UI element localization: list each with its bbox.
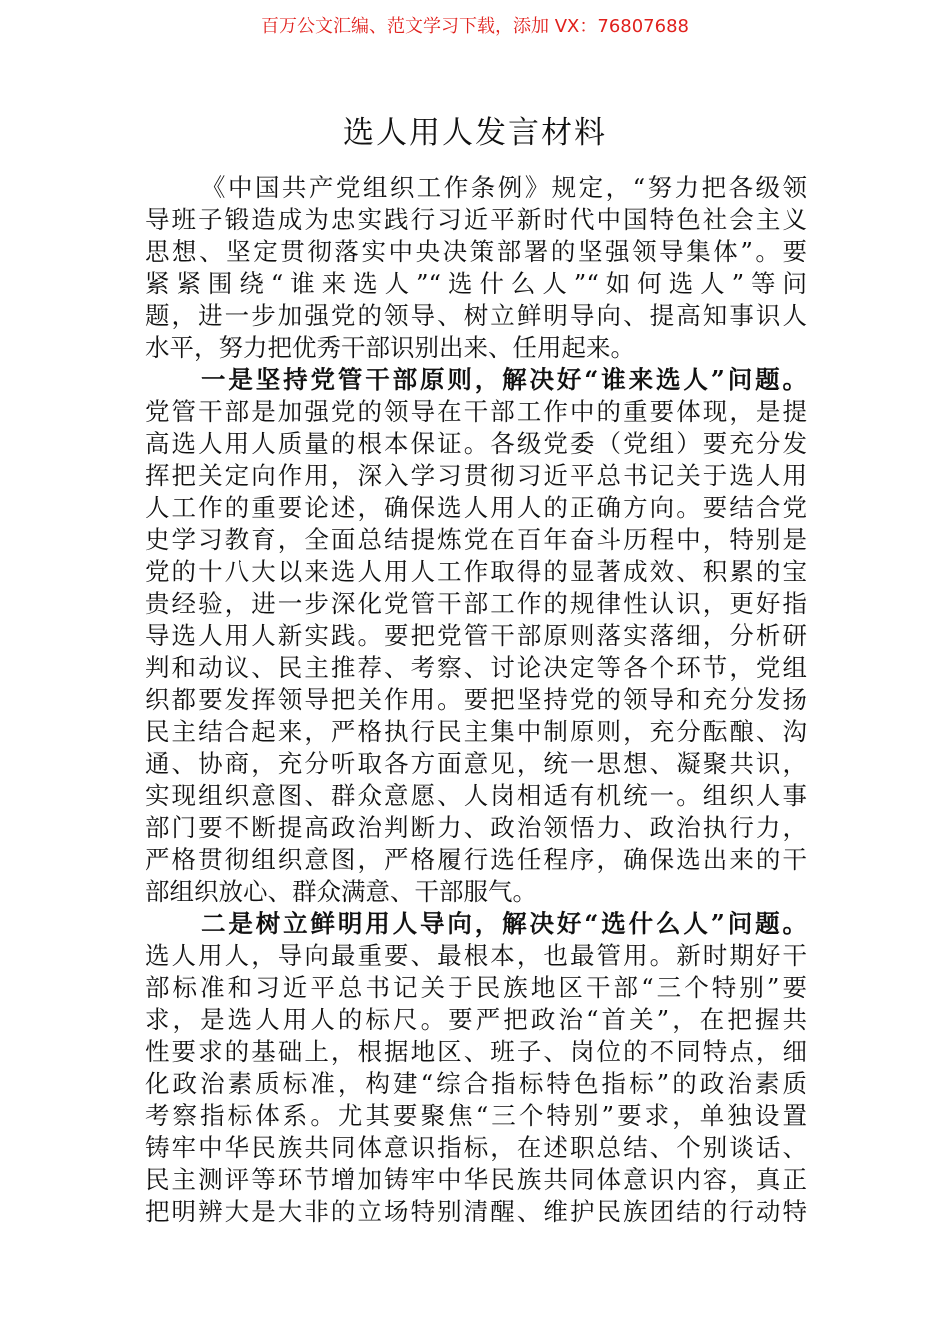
watermark-header: 百万公文汇编、范文学习下载，添加 VX：76807688 bbox=[261, 16, 689, 37]
text-line: 史学习教育，全面总结提炼党在百年奋斗历程中，特别是 bbox=[145, 525, 807, 554]
text-line: 判和动议、民主推荐、考察、讨论决定等各个环节，党组 bbox=[145, 653, 807, 682]
text-line: 党管干部是加强党的领导在干部工作中的重要体现，是提 bbox=[145, 397, 807, 426]
text-line: 导班子锻造成为忠实践行习近平新时代中国特色社会主义 bbox=[145, 205, 807, 234]
text-line: 挥把关定向作用，深入学习贯彻习近平总书记关于选人用 bbox=[145, 461, 807, 490]
text-line: 铸牢中华民族共同体意识指标，在述职总结、个别谈话、 bbox=[145, 1133, 807, 1162]
text-line: 紧紧围绕“谁来选人”“选什么人”“如何选人”等问 bbox=[145, 269, 807, 298]
document-body bbox=[145, 172, 807, 1228]
text-line: 《中国共产党组织工作条例》规定，“努力把各级领 bbox=[201, 173, 807, 202]
text-line: 导选人用人新实践。要把党管干部原则落实落细，分析研 bbox=[145, 621, 807, 650]
text-line: 化政治素质标准，构建“综合指标特色指标”的政治素质 bbox=[145, 1069, 807, 1098]
text-line: 贵经验，进一步深化党管干部工作的规律性认识，更好指 bbox=[145, 589, 807, 618]
text-line: 题，进一步加强党的领导、树立鲜明导向、提高知事识人 bbox=[145, 301, 807, 330]
text-line: 部标准和习近平总书记关于民族地区干部“三个特别”要 bbox=[145, 973, 807, 1002]
text-line: 人工作的重要论述，确保选人用人的正确方向。要结合党 bbox=[145, 493, 807, 522]
text-line: 织都要发挥领导把关作用。要把坚持党的领导和充分发扬 bbox=[145, 685, 807, 714]
section-heading-line: 二是树立鲜明用人导向，解决好“选什么人”问题。 bbox=[201, 909, 807, 938]
text-line: 高选人用人质量的根本保证。各级党委（党组）要充分发 bbox=[145, 429, 807, 458]
section-heading-line: 一是坚持党管干部原则，解决好“谁来选人”问题。 bbox=[201, 365, 807, 394]
text-line: 民主测评等环节增加铸牢中华民族共同体意识内容，真正 bbox=[145, 1165, 807, 1194]
text-line: 民主结合起来，严格执行民主集中制原则，充分酝酿、沟 bbox=[145, 717, 807, 746]
text-line: 求，是选人用人的标尺。要严把政治“首关”，在把握共 bbox=[145, 1005, 807, 1034]
text-line: 性要求的基础上，根据地区、班子、岗位的不同特点，细 bbox=[145, 1037, 807, 1066]
text-line: 思想、坚定贯彻落实中央决策部署的坚强领导集体”。要 bbox=[145, 237, 807, 266]
text-line: 部组织放心、群众满意、干部服气。 bbox=[145, 877, 537, 906]
text-line: 实现组织意图、群众意愿、人岗相适有机统一。组织人事 bbox=[145, 781, 807, 810]
document-title: 选人用人发言材料 bbox=[343, 115, 607, 151]
text-line: 部门要不断提高政治判断力、政治领悟力、政治执行力， bbox=[145, 813, 807, 842]
text-line: 考察指标体系。尤其要聚焦“三个特别”要求，单独设置 bbox=[145, 1101, 807, 1130]
text-line: 选人用人，导向最重要、最根本，也最管用。新时期好干 bbox=[145, 941, 807, 970]
text-line: 党的十八大以来选人用人工作取得的显著成效、积累的宝 bbox=[145, 557, 807, 586]
text-line: 水平，努力把优秀干部识别出来、任用起来。 bbox=[145, 333, 635, 362]
text-line: 通、协商，充分听取各方面意见，统一思想、凝聚共识， bbox=[145, 749, 807, 778]
text-line: 把明辨大是大非的立场特别清醒、维护民族团结的行动特 bbox=[145, 1197, 807, 1226]
text-line: 严格贯彻组织意图，严格履行选任程序，确保选出来的干 bbox=[145, 845, 807, 874]
